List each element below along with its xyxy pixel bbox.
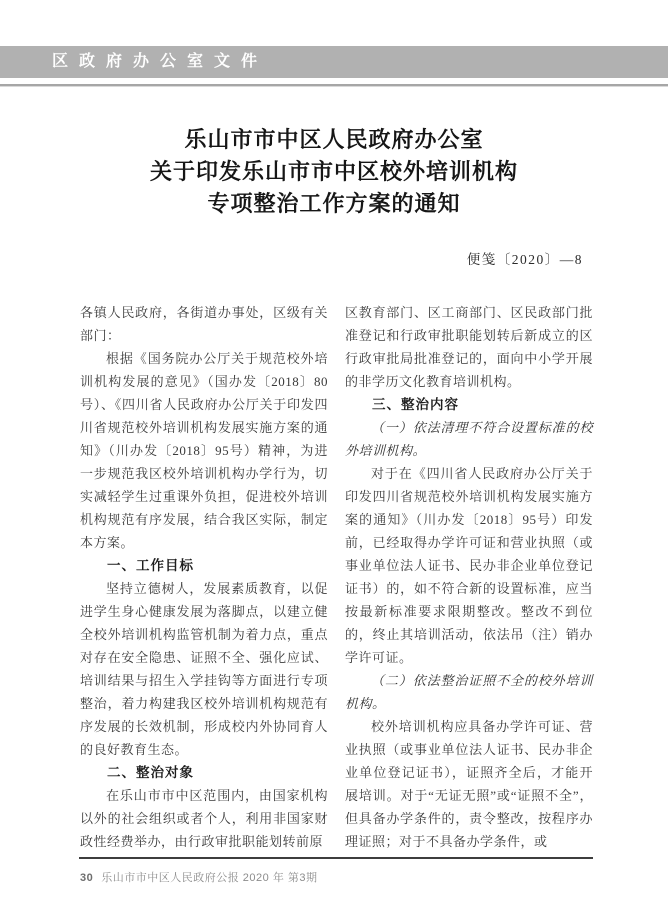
salutation-paragraph: 各镇人民政府，各街道办事处，区级有关部门： [80, 305, 328, 343]
column-left [80, 301, 328, 853]
subsection-2-paragraph: 校外培训机构应具备办学许可证、营业执照（或事业单位法人证书、民办非企业单位登记证书），证照齐全后，才能开展培训。对于“无证无照”或“证照不全”，但具备办学条件的，责令整改，按程序办理证照；对于不具备办学条件，或 [345, 719, 593, 849]
section-2-paragraph: 在乐山市市中区范围内，由国家机构以外的社会组织或者个人，利用非国家财政性经费举办，由行政审批职能划转前原 [80, 788, 328, 849]
subsection-heading-1: （一）依法清理不符合设置标准的校外培训机构。 [345, 420, 593, 458]
subsection-1-paragraph: 对于在《四川省人民政府办公厅关于印发四川省规范校外培训机构发展实施方案的通知》（川办发〔2018〕95号）印发前，已经取得办学许可证和营业执照（或事业单位法人证书、民办非企业单位登记证书）的，如不符合新的设置标准，应当按最新标准要求限期整改。整改不到位的，终止其培训活动，依法吊（注）销办学许可证。 [345, 466, 593, 665]
title-line-3: 专项整治工作方案的通知 [207, 191, 461, 216]
title-line-2: 关于印发乐山市市中区校外培训机构 [149, 159, 518, 184]
section-1-paragraph: 坚持立德树人，发展素质教育，以促进学生身心健康发展为落脚点，以建立健全校外培训机构监管机制为着力点，重点对存在安全隐患、证照不全、强化应试、培训结果与招生入学挂钩等方面进行专项整治，着力构建我区校外培训机构规范有序发展的长效机制，形成校内外协同育人的良好教育生态。 [80, 581, 328, 757]
footer [80, 869, 318, 885]
section-heading-2: 二、整治对象 [107, 765, 194, 780]
document-title [0, 124, 668, 220]
document-number: 便笺〔2020〕—8 [466, 252, 583, 267]
title-line-1: 乐山市市中区人民政府办公室 [184, 127, 484, 152]
subsection-heading-2: （二）依法整治证照不全的校外培训机构。 [345, 673, 593, 711]
header-banner [0, 46, 668, 78]
page-number: 30 [80, 872, 94, 884]
intro-paragraph: 根据《国务院办公厅关于规范校外培训机构发展的意见》（国办发〔2018〕80号）、《四川省人民政府办公厅关于印发四川省规范校外培训机构发展实施方案的通知》（川办发〔2018〕95号）精神，为进一步规范我区校外培训机构办学行为，切实减轻学生过重课外负担，促进校外培训机构规范有序发展，结合我区实际，制定本方案。 [80, 351, 328, 550]
section-2-paragraph-continued: 区教育部门、区工商部门、区民政部门批准登记和行政审批职能划转后新成立的区行政审批局批准登记的，面向中小学开展的非学历文化教育培训机构。 [345, 305, 593, 389]
footer-divider [79, 857, 593, 859]
column-right [345, 301, 593, 853]
journal-title: 乐山市市中区人民政府公报 2020 年 第3期 [101, 872, 318, 884]
section-heading-3: 三、整治内容 [372, 397, 459, 412]
banner-label: 区政府办公室文件 [52, 53, 269, 70]
header-divider [0, 84, 668, 87]
section-heading-1: 一、工作目标 [107, 558, 194, 573]
